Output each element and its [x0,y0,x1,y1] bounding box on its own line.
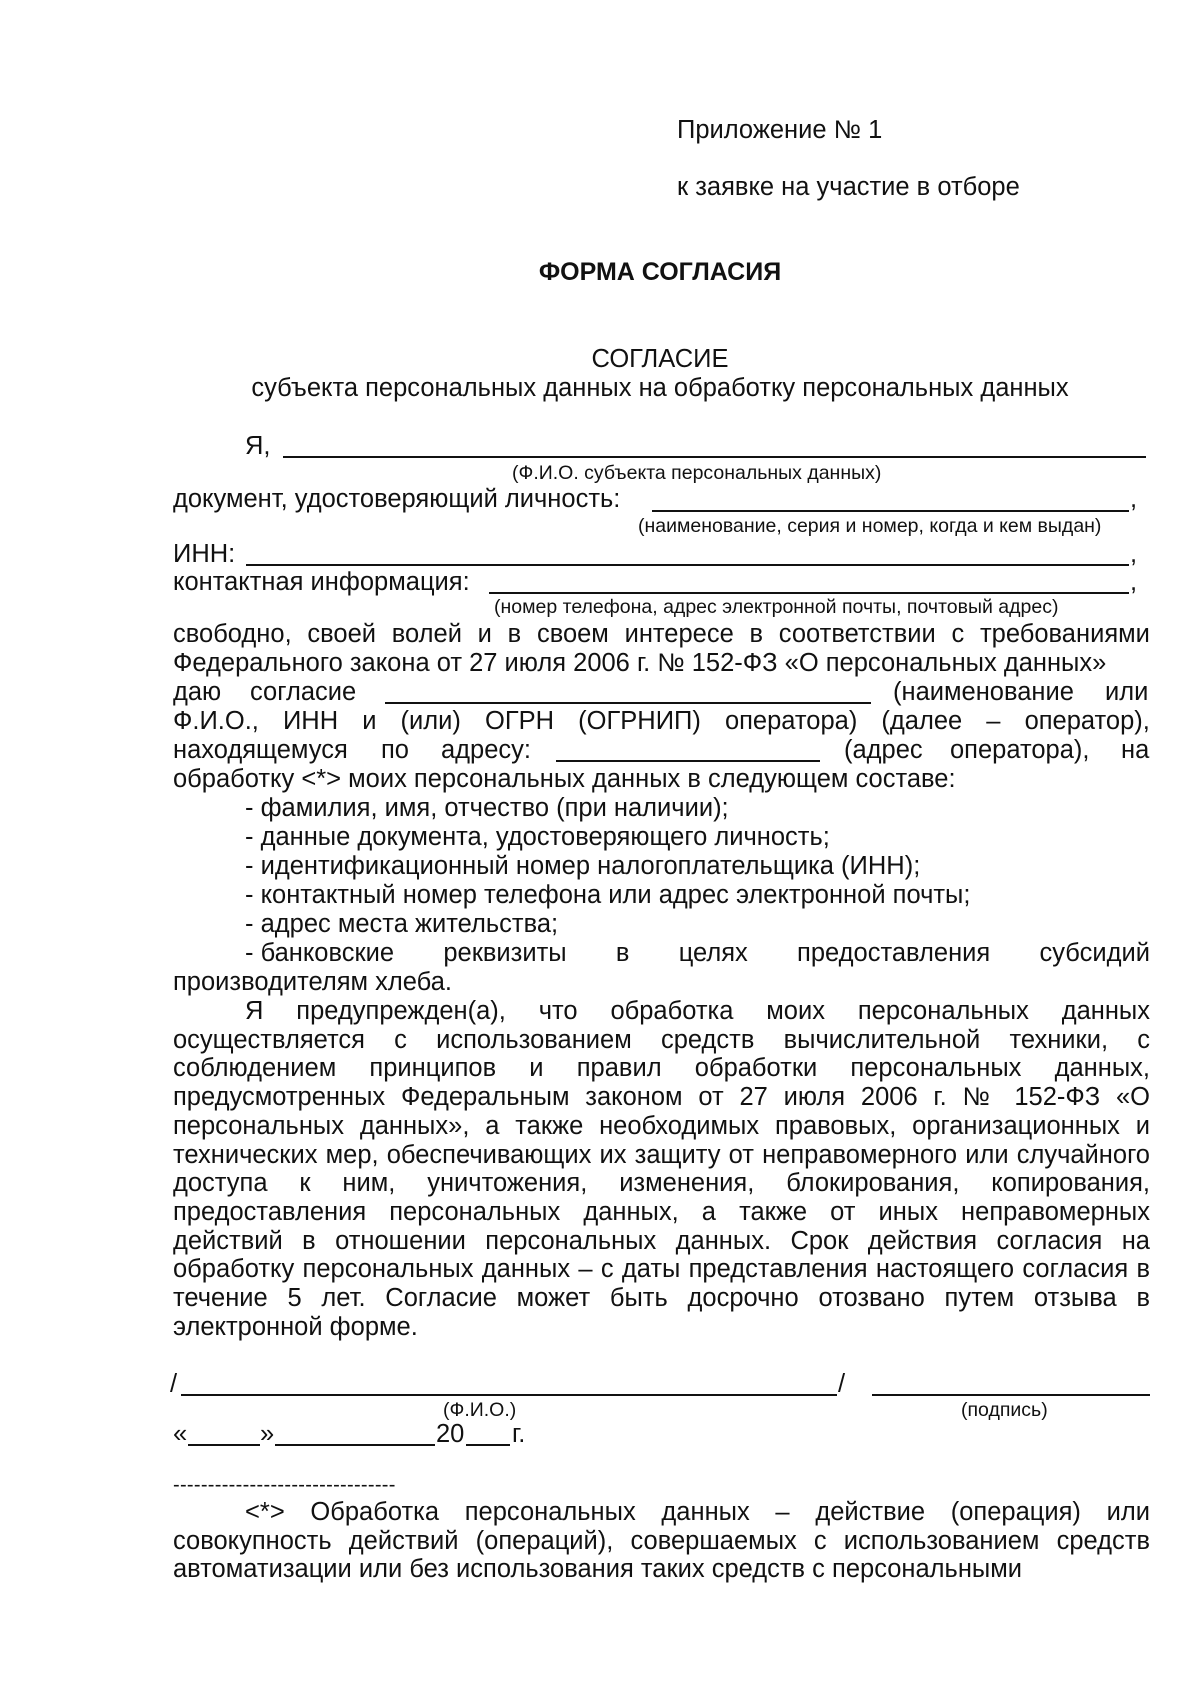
signature-slash-open: / [170,1370,178,1398]
paragraph1-line4: Ф.И.О., ИНН и (или) ОГРН (ОГРНИП) оператора) (далее – оператор), [173,707,1150,735]
fio-hint: (Ф.И.О. субъекта персональных данных) [512,462,882,484]
paragraph1-line5-c: адресу: [441,736,532,764]
paragraph1-line2: Федерального закона от 27 июля 2006 г. № 152-ФЗ «О персональных данных» [173,649,1107,677]
data-list-item: - данные документа, удостоверяющего личность; [245,823,830,851]
date-close-quote: » [260,1420,275,1448]
paragraph1-line5-e: оператора), [950,736,1090,764]
paragraph1-line3-c: (наименование [893,678,1074,706]
data-list-item: - адрес места жительства; [245,910,559,938]
date-open-quote: « [173,1420,188,1448]
bank-list-item: - банковские реквизиты в целях предоставления субсидий [245,939,1150,967]
operator-address-input-line[interactable] [556,760,820,762]
consent-heading: СОГЛАСИЕ [591,345,729,373]
appendix-sub-label: к заявке на участие в отборе [677,173,1020,201]
contact-input-line[interactable] [489,592,1129,594]
signature-slash-close: / [838,1370,846,1398]
contact-label: контактная информация: [173,568,470,596]
document-label: документ, удостоверяющий личность: [173,485,621,513]
paragraph1-line1: свободно, своей волей и в своем интересе в соответствии с требованиями [173,620,1150,648]
date-month-input-line[interactable] [275,1444,435,1446]
fio-input-line[interactable] [283,456,1146,458]
data-list-item: - фамилия, имя, отчество (при наличии); [245,794,729,822]
data-list-item: - идентификационный номер налогоплательщика (ИНН); [245,852,921,880]
footnote-text: <*> Обработка персональных данных – действие (операция) или совокупность действий (операций), совершаемых с использованием средств автоматизации или без использования таких средств с персональными [173,1498,1150,1584]
date-year-suffix: г. [512,1420,526,1448]
date-day-input-line[interactable] [188,1444,260,1446]
paragraph1-line5-b: по [381,736,409,764]
inn-input-line[interactable] [246,564,1129,566]
document-input-line[interactable] [652,510,1129,512]
signature-fio-hint: (Ф.И.О.) [443,1399,517,1421]
date-year-input-line[interactable] [466,1444,510,1446]
paragraph1-line3-a: даю [173,678,222,706]
document-hint: (наименование, серия и номер, когда и кем выдан) [638,515,1102,537]
bank-list-item-cont: производителям хлеба. [173,968,452,996]
signature-input-line[interactable] [872,1394,1150,1396]
inn-comma: , [1130,540,1138,568]
paragraph1-line6: обработку <*> моих персональных данных в следующем составе: [173,765,956,793]
operator-name-input-line[interactable] [385,702,871,704]
i-label: Я, [245,432,271,460]
contact-hint: (номер телефона, адрес электронной почты, почтовый адрес) [494,596,1059,618]
form-title: ФОРМА СОГЛАСИЯ [538,258,782,286]
paragraph1-line3-d: или [1105,678,1149,706]
paragraph1-line5-f: на [1121,736,1150,764]
consent-subheading: субъекта персональных данных на обработку персональных данных [251,374,1069,402]
date-year-prefix: 20 [436,1420,465,1448]
paragraph1-line5-d: (адрес [844,736,923,764]
document-comma: , [1130,485,1138,513]
contact-comma: , [1130,568,1138,596]
paragraph2: Я предупрежден(а), что обработка моих персональных данных осуществляется с использованием средств вычислительной техники, с соблюдением принципов и правил обработки персональных данных, предусмотренных Федеральным законом от 27 июля 2006 г. № 152-ФЗ «О персональных данных», а также необходимых правовых, организационных и технических мер, обеспечивающих их защиту от неправомерного или случайного доступа к ним, уничтожения, изменения, блокирования, копирования, предоставления персональных данных, а также от иных неправомерных действий в отношении персональных данных. Срок действия согласия на обработку персональных данных – с даты представления настоящего согласия в течение 5 лет. Согласие может быть досрочно отозвано путем отзыва в электронной форме. [173,997,1150,1341]
signature-fio-input-line[interactable] [181,1394,837,1396]
data-list-item: - контактный номер телефона или адрес электронной почты; [245,881,971,909]
footnote-separator: -------------------------------- [173,1474,396,1496]
paragraph1-line5-a: находящемуся [173,736,348,764]
signature-hint: (подпись) [961,1399,1048,1421]
inn-label: ИНН: [173,540,236,568]
paragraph1-line3-b: согласие [250,678,357,706]
appendix-label: Приложение № 1 [677,116,883,144]
